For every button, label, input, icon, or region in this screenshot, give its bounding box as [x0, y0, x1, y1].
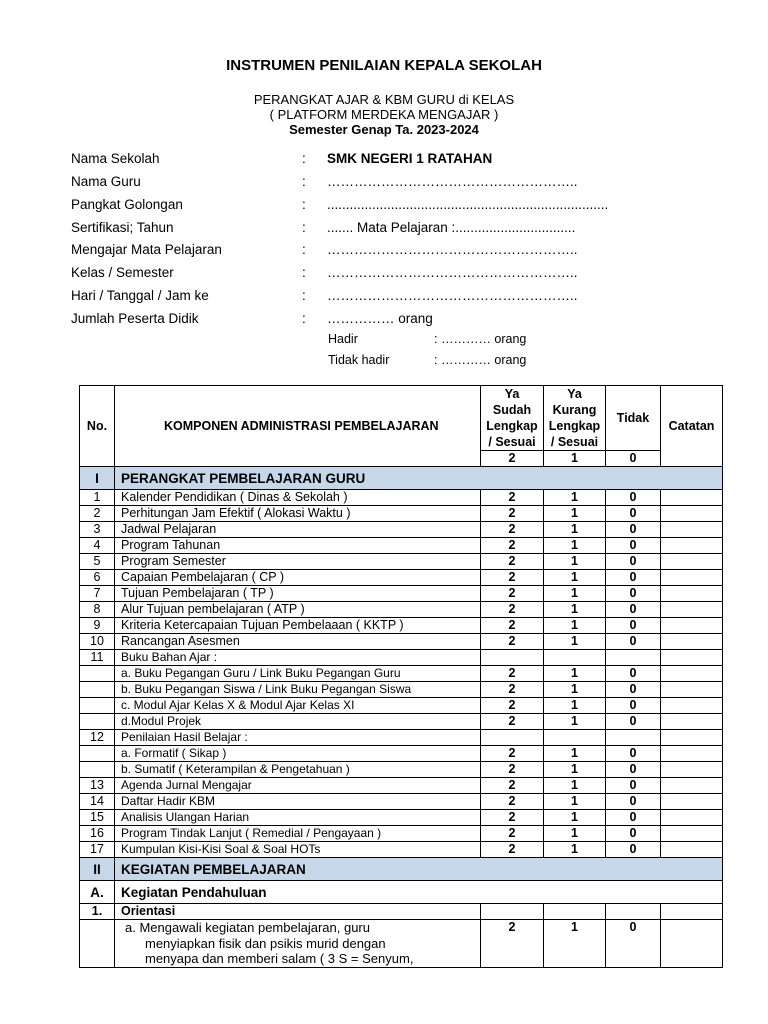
section-number: A.: [80, 881, 115, 904]
info-label: Nama Guru: [71, 174, 141, 189]
catatan-cell: [661, 602, 723, 618]
header-catatan: Catatan: [661, 386, 723, 467]
info-colon: :: [302, 242, 306, 257]
catatan-cell: [661, 586, 723, 602]
attendance-label: Tidak hadir: [328, 353, 390, 367]
score-ya-sudah: 2: [481, 920, 544, 968]
score-tidak: 0: [606, 602, 661, 618]
score-tidak: 0: [606, 506, 661, 522]
row-component: Perhitungan Jam Efektif ( Alokasi Waktu ): [115, 506, 481, 522]
row-component: Program Tahunan: [115, 538, 481, 554]
row-number: 7: [80, 586, 115, 602]
row-number: 17: [80, 842, 115, 858]
row-text-line: a. Mengawali kegiatan pembelajaran, guru: [125, 920, 370, 935]
catatan-cell: [661, 538, 723, 554]
score-ya-sudah: 2: [481, 570, 544, 586]
score-tidak: 0: [606, 746, 661, 762]
orientation-row: [80, 904, 723, 920]
score-ya-kurang: 1: [544, 810, 606, 826]
score-tidak: 0: [606, 634, 661, 650]
row-component: b. Buku Pegangan Siswa / Link Buku Pegangan Siswa: [115, 682, 481, 698]
table-row: [80, 730, 723, 746]
row-component: Tujuan Pembelajaran ( TP ): [115, 586, 481, 602]
table-row: [80, 794, 723, 810]
row-component: a. Buku Pegangan Guru / Link Buku Pegangan Guru: [115, 666, 481, 682]
score-tidak: 0: [606, 586, 661, 602]
info-value: ………………………………………………..: [327, 288, 578, 303]
row-component: [115, 920, 481, 968]
score-ya-sudah: 2: [481, 826, 544, 842]
row-component: Kumpulan Kisi-Kisi Soal & Soal HOTs: [115, 842, 481, 858]
score-ya-kurang: 1: [544, 634, 606, 650]
score-tidak: 0: [606, 538, 661, 554]
table-row: [80, 538, 723, 554]
score-tidak: 0: [606, 570, 661, 586]
row-component: Rancangan Asesmen: [115, 634, 481, 650]
row-number: 2: [80, 506, 115, 522]
table-row: [80, 666, 723, 682]
score-ya-sudah: 2: [481, 538, 544, 554]
catatan-cell: [661, 682, 723, 698]
table-row: [80, 634, 723, 650]
score-ya-sudah: 2: [481, 698, 544, 714]
score-ya-kurang: 1: [544, 698, 606, 714]
table-row: [80, 746, 723, 762]
score-ya-sudah: [481, 904, 544, 920]
table-row: [80, 842, 723, 858]
score-ya-sudah: 2: [481, 794, 544, 810]
score-ya-kurang: 1: [544, 778, 606, 794]
assessment-table: [79, 385, 723, 968]
score-tidak: [606, 904, 661, 920]
catatan-cell: [661, 618, 723, 634]
catatan-cell: [661, 506, 723, 522]
score-ya-kurang: 1: [544, 618, 606, 634]
header-ya-sudah: Ya Sudah Lengkap / Sesuai: [481, 386, 544, 451]
score-ya-kurang: 1: [544, 570, 606, 586]
info-colon: :: [302, 151, 306, 166]
info-colon: :: [302, 311, 306, 326]
row-number: 3: [80, 522, 115, 538]
info-label: Hari / Tanggal / Jam ke: [71, 288, 209, 303]
score-ya-kurang: 1: [544, 842, 606, 858]
catatan-cell: [661, 746, 723, 762]
score-tidak: 0: [606, 682, 661, 698]
info-label: Sertifikasi; Tahun: [71, 220, 174, 235]
score-ya-sudah: [481, 730, 544, 746]
score-tidak: [606, 650, 661, 666]
row-component: c. Modul Ajar Kelas X & Modul Ajar Kelas XI: [115, 698, 481, 714]
row-component: Capaian Pembelajaran ( CP ): [115, 570, 481, 586]
score-ya-sudah: 2: [481, 506, 544, 522]
info-colon: :: [302, 265, 306, 280]
score-tidak: 0: [606, 762, 661, 778]
row-number: 5: [80, 554, 115, 570]
section-number: II: [80, 858, 115, 881]
table-row: [80, 586, 723, 602]
score-ya-kurang: 1: [544, 506, 606, 522]
header-no: No.: [80, 386, 115, 467]
weight-ya-sudah: 2: [481, 451, 544, 467]
score-ya-kurang: [544, 730, 606, 746]
score-tidak: 0: [606, 522, 661, 538]
info-colon: :: [302, 220, 306, 235]
score-ya-sudah: 2: [481, 714, 544, 730]
score-ya-kurang: 1: [544, 682, 606, 698]
weight-ya-kurang: 1: [544, 451, 606, 467]
table-row: [80, 554, 723, 570]
section-row: [80, 858, 723, 881]
score-tidak: 0: [606, 826, 661, 842]
info-colon: :: [302, 197, 306, 212]
row-number: [80, 682, 115, 698]
row-number: 11: [80, 650, 115, 666]
row-number: 15: [80, 810, 115, 826]
score-ya-kurang: 1: [544, 794, 606, 810]
score-ya-kurang: 1: [544, 522, 606, 538]
row-number: [80, 920, 115, 968]
row-component: Kalender Pendidikan ( Dinas & Sekolah ): [115, 490, 481, 506]
table-row: [80, 602, 723, 618]
document-subtitle: PERANGKAT AJAR & KBM GURU di KELAS: [253, 92, 515, 107]
table-row: [80, 650, 723, 666]
score-ya-kurang: [544, 904, 606, 920]
score-ya-sudah: 2: [481, 810, 544, 826]
subsection-row: [80, 881, 723, 904]
row-component: Jadwal Pelajaran: [115, 522, 481, 538]
row-number: 16: [80, 826, 115, 842]
weight-tidak: 0: [606, 451, 661, 467]
score-ya-sudah: 2: [481, 586, 544, 602]
score-ya-kurang: 1: [544, 826, 606, 842]
header-component: KOMPONEN ADMINISTRASI PEMBELAJARAN: [115, 386, 481, 467]
score-ya-kurang: 1: [544, 920, 606, 968]
row-component: Analisis Ulangan Harian: [115, 810, 481, 826]
score-ya-kurang: 1: [544, 762, 606, 778]
row-number: 10: [80, 634, 115, 650]
catatan-cell: [661, 570, 723, 586]
score-tidak: 0: [606, 698, 661, 714]
row-component: b. Sumatif ( Keterampilan & Pengetahuan ): [115, 762, 481, 778]
row-text-line: menyiapkan fisik dan psikis murid dengan: [145, 935, 386, 951]
row-component: Daftar Hadir KBM: [115, 794, 481, 810]
score-tidak: 0: [606, 810, 661, 826]
header-tidak: Tidak: [606, 386, 661, 451]
score-tidak: [606, 730, 661, 746]
score-ya-sudah: 2: [481, 778, 544, 794]
score-ya-sudah: 2: [481, 666, 544, 682]
score-ya-kurang: 1: [544, 666, 606, 682]
score-ya-sudah: [481, 650, 544, 666]
catatan-cell: [661, 650, 723, 666]
score-ya-sudah: 2: [481, 554, 544, 570]
score-ya-sudah: 2: [481, 634, 544, 650]
section-title: PERANGKAT PEMBELAJARAN GURU: [115, 467, 723, 490]
info-value: ....... Mata Pelajaran :................................: [327, 220, 576, 235]
score-ya-sudah: 2: [481, 602, 544, 618]
score-ya-kurang: 1: [544, 490, 606, 506]
table-row: [80, 522, 723, 538]
row-component: Alur Tujuan pembelajaran ( ATP ): [115, 602, 481, 618]
info-value: ………………………………………………..: [327, 174, 578, 189]
row-component: Program Semester: [115, 554, 481, 570]
info-label: Pangkat Golongan: [71, 197, 183, 212]
score-ya-sudah: 2: [481, 490, 544, 506]
score-ya-kurang: 1: [544, 714, 606, 730]
attendance-value: : ………… orang: [434, 332, 527, 346]
catatan-cell: [661, 920, 723, 968]
table-row: [80, 920, 723, 968]
score-ya-sudah: 2: [481, 618, 544, 634]
score-tidak: 0: [606, 842, 661, 858]
row-number: 8: [80, 602, 115, 618]
info-value: ………………………………………………..: [327, 265, 578, 280]
table-row: [80, 762, 723, 778]
table-row: [80, 618, 723, 634]
section-row: [80, 467, 723, 490]
info-label: Jumlah Peserta Didik: [71, 311, 199, 326]
catatan-cell: [661, 794, 723, 810]
info-value: …………… orang: [327, 311, 433, 326]
catatan-cell: [661, 810, 723, 826]
score-ya-kurang: [544, 650, 606, 666]
document-title: INSTRUMEN PENILAIAN KEPALA SEKOLAH: [226, 57, 542, 74]
catatan-cell: [661, 666, 723, 682]
table-row: [80, 826, 723, 842]
table-row: [80, 682, 723, 698]
table-row: [80, 714, 723, 730]
score-tidak: 0: [606, 618, 661, 634]
row-number: [80, 714, 115, 730]
section-title: Kegiatan Pendahuluan: [115, 881, 723, 904]
attendance-value: : ………… orang: [434, 353, 527, 367]
row-component: Kriteria Ketercapaian Tujuan Pembelaaan ( KKTP ): [115, 618, 481, 634]
header-ya-kurang: Ya Kurang Lengkap / Sesuai: [544, 386, 606, 451]
score-tidak: 0: [606, 666, 661, 682]
catatan-cell: [661, 904, 723, 920]
attendance-label: Hadir: [328, 332, 358, 346]
row-number: 6: [80, 570, 115, 586]
catatan-cell: [661, 554, 723, 570]
catatan-cell: [661, 522, 723, 538]
score-tidak: 0: [606, 920, 661, 968]
row-number: [80, 746, 115, 762]
score-ya-kurang: 1: [544, 554, 606, 570]
catatan-cell: [661, 842, 723, 858]
row-number: 1: [80, 490, 115, 506]
catatan-cell: [661, 762, 723, 778]
catatan-cell: [661, 490, 723, 506]
catatan-cell: [661, 714, 723, 730]
platform-label: ( PLATFORM MERDEKA MENGAJAR ): [269, 107, 499, 122]
score-ya-kurang: 1: [544, 586, 606, 602]
score-ya-sudah: 2: [481, 842, 544, 858]
catatan-cell: [661, 826, 723, 842]
info-colon: :: [302, 174, 306, 189]
semester-label: Semester Genap Ta. 2023-2024: [289, 122, 479, 137]
table-row: [80, 570, 723, 586]
score-ya-sudah: 2: [481, 522, 544, 538]
score-tidak: 0: [606, 778, 661, 794]
row-number: [80, 762, 115, 778]
info-label: Mengajar Mata Pelajaran: [71, 242, 222, 257]
score-ya-sudah: 2: [481, 682, 544, 698]
score-tidak: 0: [606, 794, 661, 810]
row-text-line: menyapa dan memberi salam ( 3 S = Senyum,: [145, 951, 414, 966]
row-component: d.Modul Projek: [115, 714, 481, 730]
info-colon: :: [302, 288, 306, 303]
section-number: I: [80, 467, 115, 490]
row-number: [80, 666, 115, 682]
row-number: 4: [80, 538, 115, 554]
score-ya-kurang: 1: [544, 602, 606, 618]
row-component: Agenda Jurnal Mengajar: [115, 778, 481, 794]
info-label: Kelas / Semester: [71, 265, 174, 280]
info-value: SMK NEGERI 1 RATAHAN: [327, 151, 493, 166]
info-value: ...........................................................................: [327, 197, 609, 212]
table-row: [80, 490, 723, 506]
score-tidak: 0: [606, 714, 661, 730]
score-ya-kurang: 1: [544, 538, 606, 554]
row-component: Buku Bahan Ajar :: [115, 650, 481, 666]
catatan-cell: [661, 730, 723, 746]
row-number: 14: [80, 794, 115, 810]
row-component: a. Formatif ( Sikap ): [115, 746, 481, 762]
score-ya-sudah: 2: [481, 746, 544, 762]
catatan-cell: [661, 778, 723, 794]
info-value: ………………………………………………..: [327, 242, 578, 257]
row-number: 13: [80, 778, 115, 794]
row-component: Orientasi: [115, 904, 481, 920]
row-component: Penilaian Hasil Belajar :: [115, 730, 481, 746]
catatan-cell: [661, 698, 723, 714]
table-row: [80, 778, 723, 794]
table-row: [80, 698, 723, 714]
section-title: KEGIATAN PEMBELAJARAN: [115, 858, 723, 881]
score-tidak: 0: [606, 490, 661, 506]
score-tidak: 0: [606, 554, 661, 570]
row-number: 12: [80, 730, 115, 746]
row-number: [80, 698, 115, 714]
catatan-cell: [661, 634, 723, 650]
score-ya-kurang: 1: [544, 746, 606, 762]
row-number: 1.: [80, 904, 115, 920]
row-number: 9: [80, 618, 115, 634]
table-row: [80, 810, 723, 826]
score-ya-sudah: 2: [481, 762, 544, 778]
row-component: Program Tindak Lanjut ( Remedial / Pengayaan ): [115, 826, 481, 842]
table-row: [80, 506, 723, 522]
table-header-row: [80, 386, 723, 451]
info-label: Nama Sekolah: [71, 151, 160, 166]
